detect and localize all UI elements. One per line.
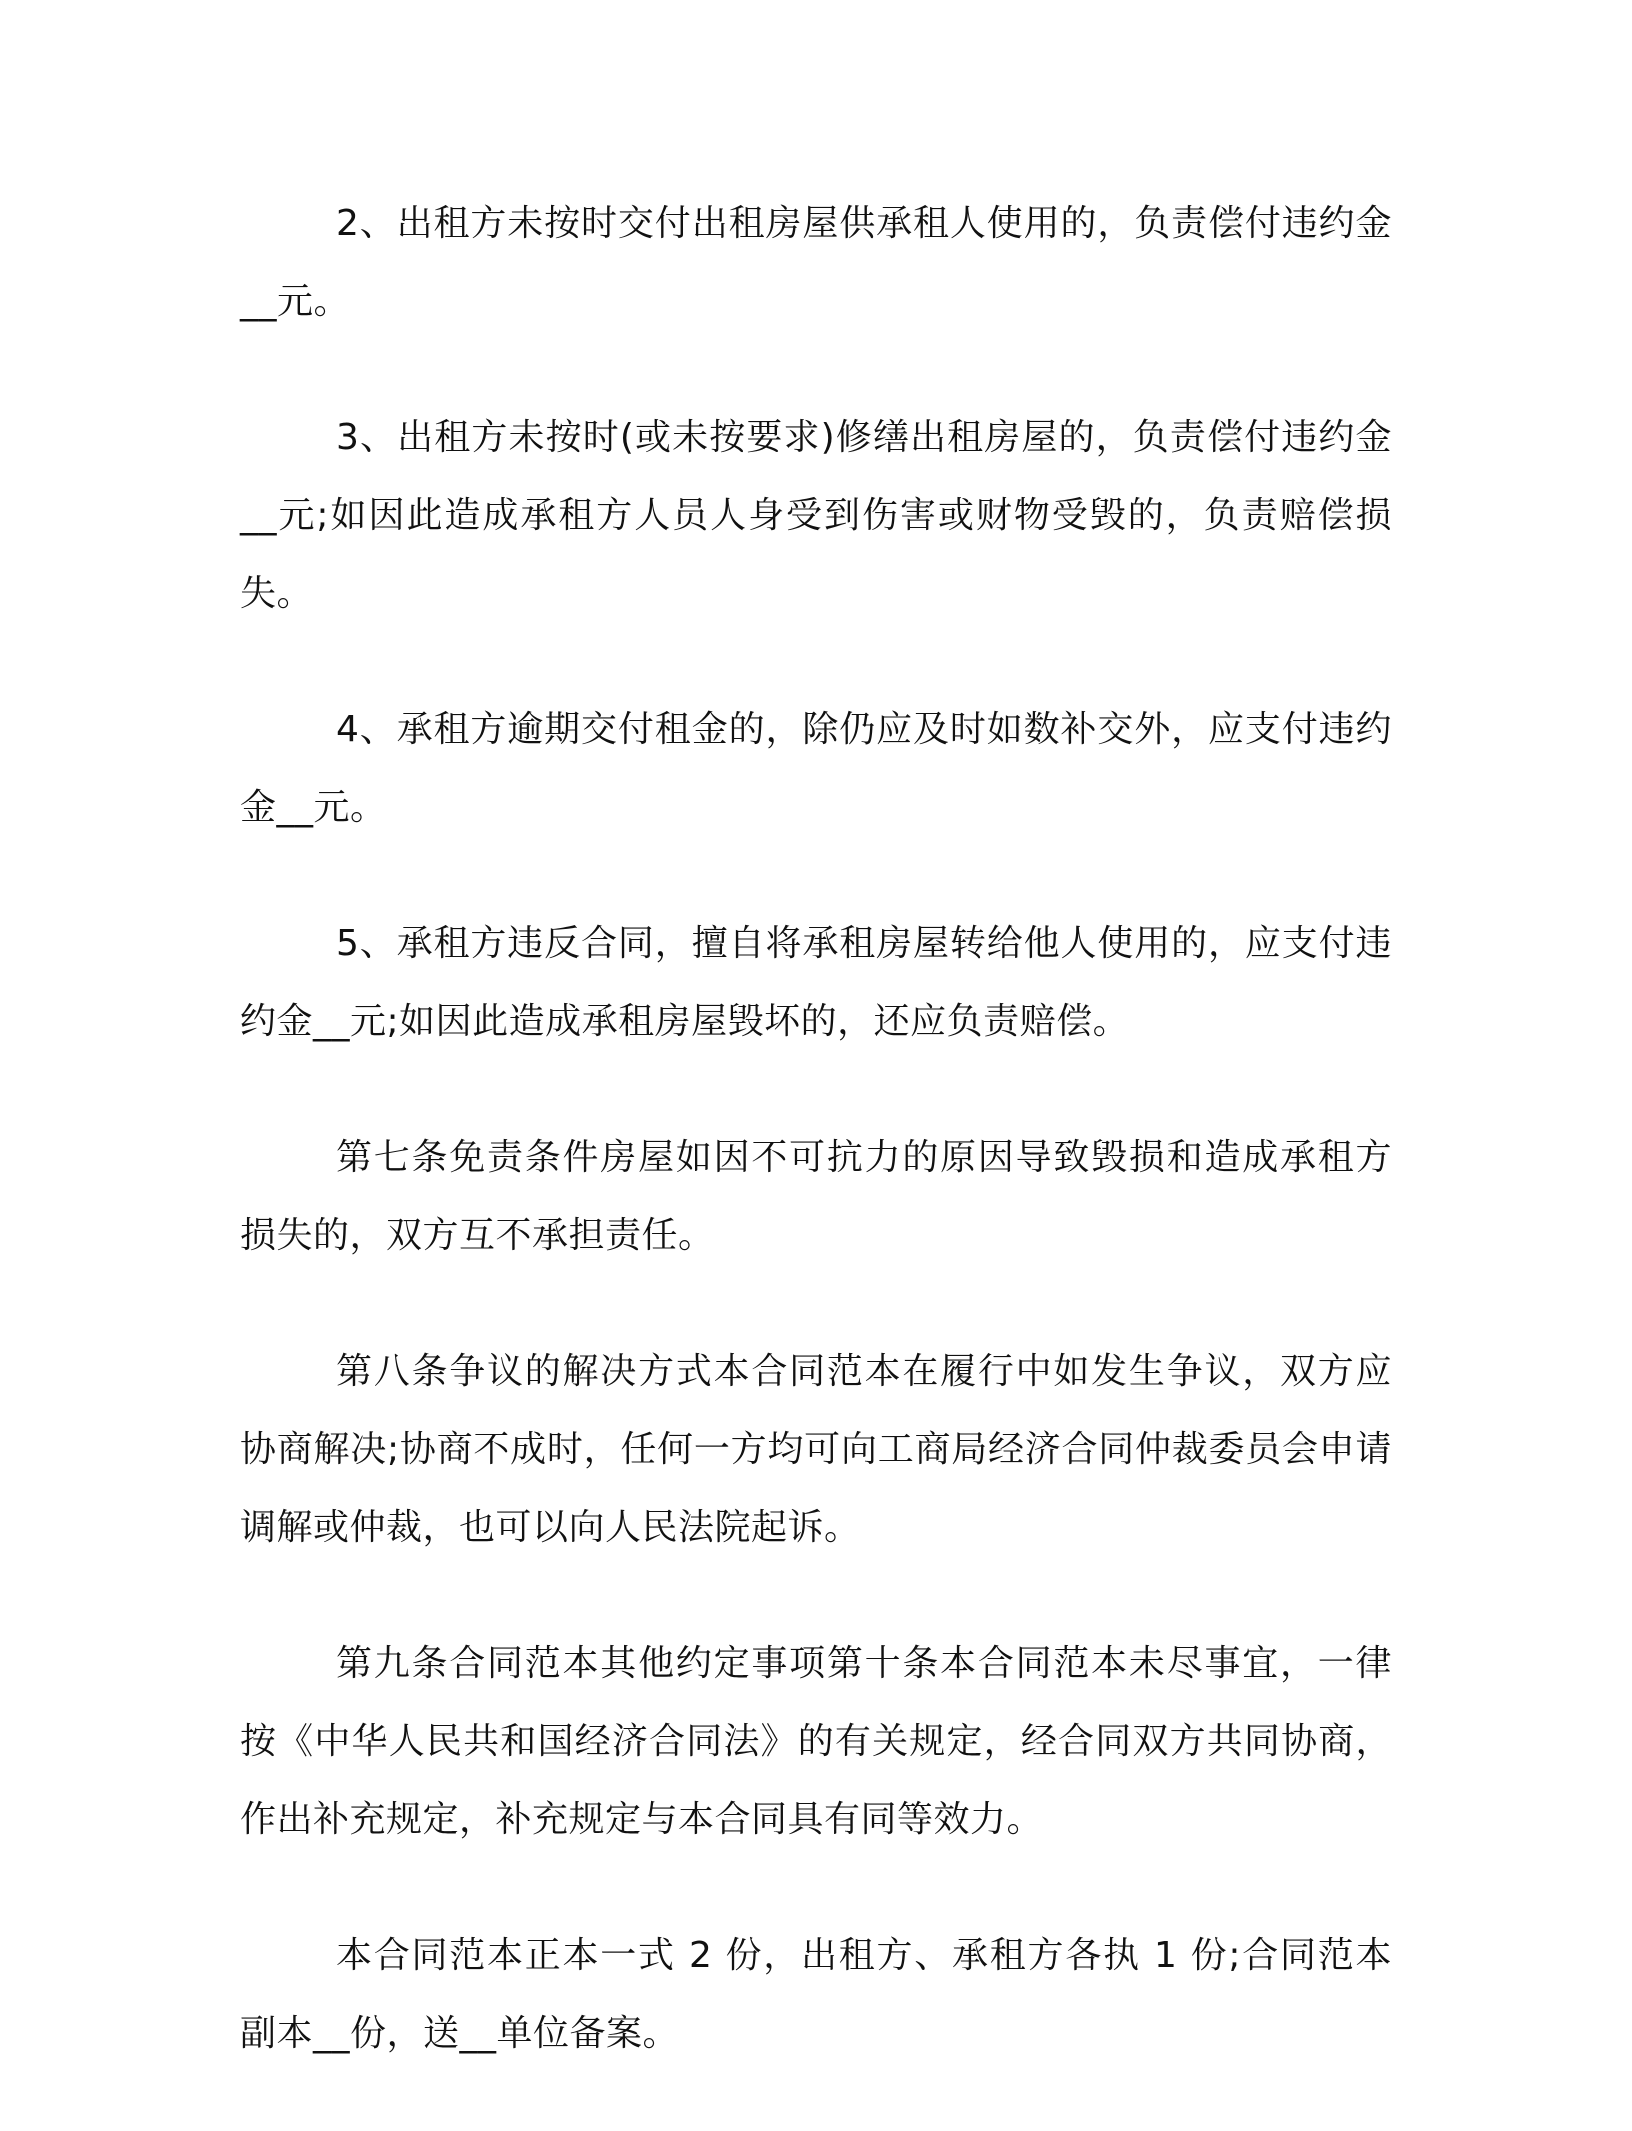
clause-5-paragraph: 5、承租方违反合同，擅自将承租房屋转给他人使用的，应支付违约金__元;如因此造成承租房屋毁坏的，还应负责赔偿。 — [240, 923, 1392, 1042]
document-page — [240, 185, 1392, 2131]
clause-3-paragraph: 3、出租方未按时(或未按要求)修缮出租房屋的，负责偿付违约金__元;如因此造成承租方人员人身受到伤害或财物受毁的，负责赔偿损失。 — [240, 417, 1392, 614]
article-7-paragraph: 第七条免责条件房屋如因不可抗力的原因导致毁损和造成承租方损失的，双方互不承担责任。 — [240, 1137, 1392, 1256]
copies-paragraph: 本合同范本正本一式 2 份，出租方、承租方各执 1 份;合同范本副本__份，送__单位备案。 — [240, 1935, 1392, 2054]
clause-2-paragraph: 2、出租方未按时交付出租房屋供承租人使用的，负责偿付违约金__元。 — [240, 203, 1392, 322]
article-8-paragraph: 第八条争议的解决方式本合同范本在履行中如发生争议，双方应协商解决;协商不成时，任何一方均可向工商局经济合同仲裁委员会申请调解或仲裁，也可以向人民法院起诉。 — [240, 1351, 1392, 1548]
clause-4-paragraph: 4、承租方逾期交付租金的，除仍应及时如数补交外，应支付违约金__元。 — [240, 709, 1392, 828]
article-9-10-paragraph: 第九条合同范本其他约定事项第十条本合同范本未尽事宜，一律按《中华人民共和国经济合同法》的有关规定，经合同双方共同协商，作出补充规定，补充规定与本合同具有同等效力。 — [240, 1643, 1392, 1840]
